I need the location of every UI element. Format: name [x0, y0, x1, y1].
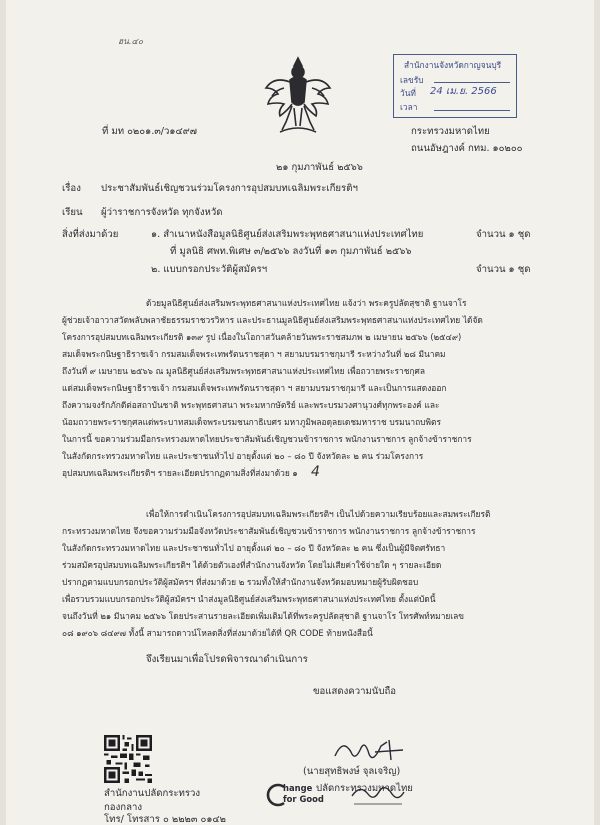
paragraph-1-line: ถึงความจงรักภักดีต่อสถาบันชาติ พระพุทธศาสนา พระมหากษัตริย์ และพระบรมวงศานุวงศ์ทุกพระองค์ และ	[62, 400, 440, 410]
stamp-time-line	[434, 110, 510, 111]
signatory-title: ปลัดกระทรวงมหาดไทย	[316, 783, 413, 794]
to-label: เรียน	[62, 207, 83, 218]
subject-text: ประชาสัมพันธ์เชิญชวนร่วมโครงการอุปสมบทเฉลิมพระเกียรติฯ	[101, 183, 358, 194]
stamp-time-label: เวลา	[400, 102, 418, 112]
paragraph-2-line: ปรากฏตามแบบกรอกประวัติผู้สมัครฯ ที่ส่งมาด้วย ๒ รวมทั้งให้สำนักงานจังหวัดมอบหมายผู้รับผิดชอบ	[62, 577, 419, 587]
paragraph-2-line: ร่วมสมัครอุปสมบทเฉลิมพระเกียรติฯ ได้ด้วยตัวเองที่สำนักงานจังหวัด โดยไม่เสียค่าใช้จ่ายใด ๆ รายละเอียด	[62, 560, 442, 570]
paragraph-2-line: จนถึงวันที่ ๒๑ มีนาคม ๒๕๖๖ โดยประสานรายละเอียดเพิ่มเติมได้ที่พระครูปลัดสุชาติ ฐานจาโร โทรศัพท์หมายเลข	[62, 611, 465, 621]
enclosure-1-reference: ที่ มูลนิธิ ศพท.พิเศษ ๓/๒๕๖๖ ลงวันที่ ๑๓ กุมภาพันธ์ ๒๕๖๖	[170, 246, 412, 257]
stamp-date-value: 24 เม.ย. 2566	[430, 86, 497, 97]
change-logo-line2: for Good	[283, 794, 324, 804]
regards-text: ขอแสดงความนับถือ	[313, 686, 397, 697]
paragraph-1-line: น้อมถวายพระราชกุศลแด่พระบาทสมเด็จพระบรมชนกาธิเบศร มหาภูมิพลอดุลยเดชมหาราช บรมนาถบพิตร	[62, 417, 441, 427]
paragraph-1-line: ถึงวันที่ ๙ เมษายน ๒๕๖๖ ณ มูลนิธิศูนย์ส่งเสริมพระพุทธศาสนาแห่งประเทศไทย เพื่อถวายพระราชกุศล	[62, 366, 425, 376]
change-logo-line1: hange	[283, 783, 313, 793]
signature-icon	[329, 734, 409, 768]
stamp-number-label: เลขรับ	[400, 75, 424, 85]
corner-note: ฮน.๔๐	[118, 36, 143, 46]
paragraph-1-line: อุปสมบทเฉลิมพระเกียรติฯ รายละเอียดปรากฏตามสิ่งที่ส่งมาด้วย ๑	[62, 468, 298, 478]
document-date: ๒๑ กุมภาพันธ์ ๒๕๖๖	[276, 162, 363, 173]
paragraph-1-line: โครงการอุปสมบทเฉลิมพระเกียรติ ๑๓๙ รูป เนื่องในโอกาสวันคล้ายวันพระราชสมภพ ๒ เมษายน ๒๕๖๖ (๒๕๔๙)	[62, 332, 462, 342]
paragraph-2-line: เพื่อรวบรวมแบบกรอกประวัติผู้สมัครฯ นำส่งมูลนิธิศูนย์ส่งเสริมพระพุทธศาสนาแห่งประเทศไทย ตั้งแต่บัดนี้	[62, 594, 436, 604]
paragraph-1-line: ด้วยมูลนิธิศูนย์ส่งเสริมพระพุทธศาสนาแห่งประเทศไทย แจ้งว่า พระครูปลัดสุชาติ ฐานจาโร	[146, 298, 467, 308]
paragraph-2-line: ๐๘ ๑๙๐๖ ๘๔๙๗ ทั้งนี้ สามารถดาวน์โหลดสิ่งที่ส่งมาด้วยได้ที่ QR CODE ท้ายหนังสือนี้	[62, 628, 373, 638]
motto-logo-icon	[346, 782, 410, 810]
stamp-number-line	[434, 82, 510, 83]
paragraph-2-line: เพื่อให้การดำเนินโครงการอุปสมบทเฉลิมพระเกียรติฯ เป็นไปด้วยความเรียบร้อยและสมพระเกียรติ	[146, 509, 491, 519]
paragraph-1-line: ผู้ช่วยเจ้าอาวาสวัดพลับพลาชัยธรรมราชวรวิหาร และประธานมูลนิธิศูนย์ส่งเสริมพระพุทธศาสนาแห่งประเทศไทย ได้จัด	[62, 315, 483, 325]
issuer-contact: โทร/ โทรสาร ๐ ๒๒๒๓ ๐๑๔๒	[104, 814, 227, 825]
signatory-name: (นายสุทธิพงษ์ จุลเจริญ)	[303, 766, 401, 777]
enclosure-2-qty: จำนวน ๑ ชุด	[476, 264, 531, 275]
enclosure-1-qty: จำนวน ๑ ชุด	[476, 229, 531, 240]
enclosure-2-title: ๒. แบบกรอกประวัติผู้สมัครฯ	[151, 264, 268, 275]
scan-edge-left	[0, 0, 6, 825]
sender-ministry: กระทรวงมหาดไทย	[411, 126, 490, 137]
subject-label: เรื่อง	[62, 183, 81, 194]
qr-code-icon	[104, 735, 152, 783]
received-stamp	[393, 54, 517, 118]
handwritten-mark: 4	[311, 464, 320, 480]
to-text: ผู้ว่าราชการจังหวัด ทุกจังหวัด	[101, 207, 223, 218]
issuer-office: สำนักงานปลัดกระทรวง	[104, 788, 201, 799]
enclosure-1-title: ๑. สำเนาหนังสือมูลนิธิศูนย์ส่งเสริมพระพุทธศาสนาแห่งประเทศไทย	[151, 229, 424, 240]
scan-edge-right	[594, 0, 600, 825]
garuda-emblem-icon	[260, 52, 336, 138]
paragraph-1-line: สมเด็จพระกนิษฐาธิราชเจ้า กรมสมเด็จพระเทพรัตนราชสุดา ฯ สยามบรมราชกุมารี ระหว่างวันที่ ๒๘ มีนาคม	[62, 349, 446, 359]
paragraph-2-line: กระทรวงมหาดไทย จึงขอความร่วมมือจังหวัดประชาสัมพันธ์เชิญชวนข้าราชการ พนักงานราชการ ลูกจ้างข้าราชการ	[62, 526, 476, 536]
closing-request: จึงเรียนมาเพื่อโปรดพิจารณาดำเนินการ	[146, 654, 308, 665]
enclosures-label: สิ่งที่ส่งมาด้วย	[62, 229, 119, 240]
stamp-agency: สำนักงานจังหวัดกาญจนบุรี	[404, 60, 502, 70]
paragraph-1-line: แด่สมเด็จพระกนิษฐาธิราชเจ้า กรมสมเด็จพระเทพรัตนราชสุดา ฯ สยามบรมราชกุมารี และเป็นการแสดงออก	[62, 383, 447, 393]
issuer-division: กองกลาง	[104, 802, 143, 813]
document-number: ที่ มท ๐๒๐๑.๓/ว๑๔๙๗	[102, 126, 198, 137]
paragraph-1-line: ในสังกัดกระทรวงมหาดไทย และประชาชนทั่วไป อายุตั้งแต่ ๒๐ – ๘๐ ปี จังหวัดละ ๒ คน ร่วมโครงการ	[62, 451, 424, 461]
sender-address: ถนนอัษฎางค์ กทม. ๑๐๒๐๐	[411, 143, 523, 154]
paragraph-2-line: ในสังกัดกระทรวงมหาดไทย และประชาชนทั่วไป อายุตั้งแต่ ๒๐ – ๘๐ ปี จังหวัดละ ๒ คน ซึ่งเป็นผู้มีจิตศรัทธา	[62, 543, 446, 553]
stamp-date-label: วันที่	[400, 88, 416, 98]
paragraph-1-line: ในการนี้ ขอความร่วมมือกระทรวงมหาดไทยประชาสัมพันธ์เชิญชวนข้าราชการ พนักงานราชการ ลูกจ้างข้าราชการ	[62, 434, 472, 444]
